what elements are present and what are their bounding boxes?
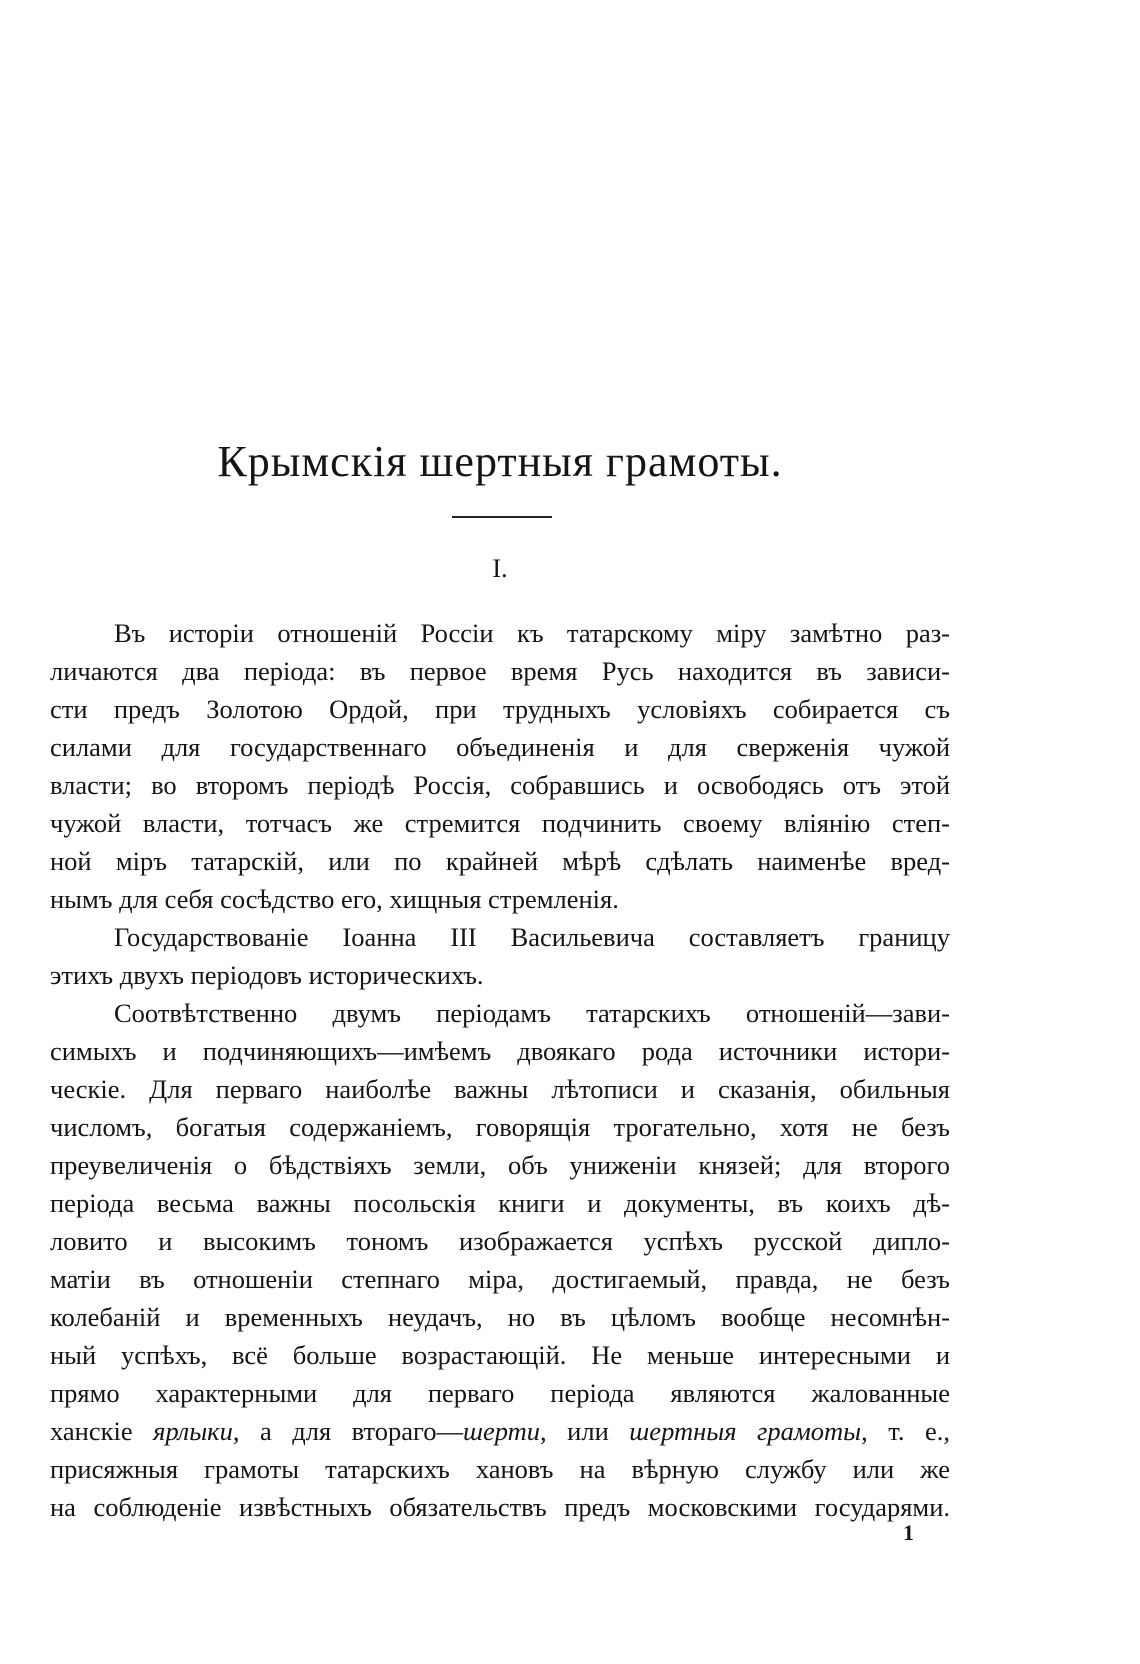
italic-term: ярлыки [153, 1416, 233, 1446]
text-line: присяжныя грамоты татарскихъ хановъ на вѣрную службу или же [50, 1454, 950, 1484]
text-line: Государствованіе Іоанна III Васильевича составляетъ границу [114, 922, 950, 952]
text-segment: , а для втораго— [232, 1416, 463, 1446]
text-segment: , или [540, 1416, 630, 1446]
italic-term: шерти [462, 1416, 541, 1446]
text-line: матіи въ отношеніи степнаго міра, достигаемый, правда, не безъ [50, 1264, 950, 1294]
text-line: ный успѣхъ, всё больше возрастающій. Не меньше интересными и [50, 1340, 950, 1370]
text-segment: ханскіе [50, 1416, 154, 1446]
text-line: прямо характерными для перваго періода являются жалованные [50, 1378, 950, 1408]
text-line: ловито и высокимъ тономъ изображается успѣхъ русской дипло- [50, 1226, 950, 1256]
page-title: Крымскія шертныя грамоты. [217, 437, 783, 486]
text-line: Въ исторіи отношеній Россіи къ татарскому міру замѣтно раз- [114, 618, 950, 648]
text-line: періода весьма важны посольскія книги и документы, въ коихъ дѣ- [50, 1188, 950, 1218]
text-line: сти предъ Золотою Ордой, при трудныхъ условіяхъ собирается съ [50, 694, 950, 724]
text-line: чужой власти, тотчасъ же стремится подчинить своему вліянію степ- [50, 808, 950, 838]
text-line [50, 1412, 950, 1450]
italic-term: шертныя грамоты [629, 1416, 862, 1446]
text-line: силами для государственнаго объединенія и для сверженія чужой [50, 732, 950, 762]
text-line: колебаній и временныхъ неудачъ, но въ цѣломъ вообще несомнѣн- [50, 1302, 950, 1332]
body-text [50, 614, 950, 1526]
text-line: преувеличенія о бѣдствіяхъ земли, объ униженіи князей; для второго [50, 1150, 950, 1180]
text-line: этихъ двухъ періодовъ историческихъ. [50, 960, 484, 990]
text-line: симыхъ и подчиняющихъ—имѣемъ двоякаго рода источники истори- [50, 1036, 950, 1066]
title-divider [452, 516, 552, 518]
text-line: Соотвѣтственно двумъ періодамъ татарскихъ отношеній—зави- [114, 998, 950, 1028]
section-number: I. [492, 554, 508, 583]
page-number: 1 [903, 1520, 914, 1545]
text-line: на соблюденіе извѣстныхъ обязательствъ предъ московскими государями. [50, 1492, 950, 1522]
text-line: числомъ, богатыя содержаніемъ, говорящія трогательно, хотя не безъ [50, 1112, 950, 1142]
text-line: ной міръ татарскій, или по крайней мѣрѣ сдѣлать наименѣе вред- [50, 846, 950, 876]
text-line: личаются два періода: въ первое время Русь находится въ зависи- [50, 656, 950, 686]
text-line: ческіе. Для перваго наиболѣе важны лѣтописи и сказанія, обильныя [50, 1074, 950, 1104]
text-segment: , т. е., [861, 1416, 951, 1446]
text-line: нымъ для себя сосѣдство его, хищныя стремленія. [50, 884, 619, 914]
text-line: власти; во второмъ періодѣ Россія, собравшись и освободясь отъ этой [50, 770, 950, 800]
